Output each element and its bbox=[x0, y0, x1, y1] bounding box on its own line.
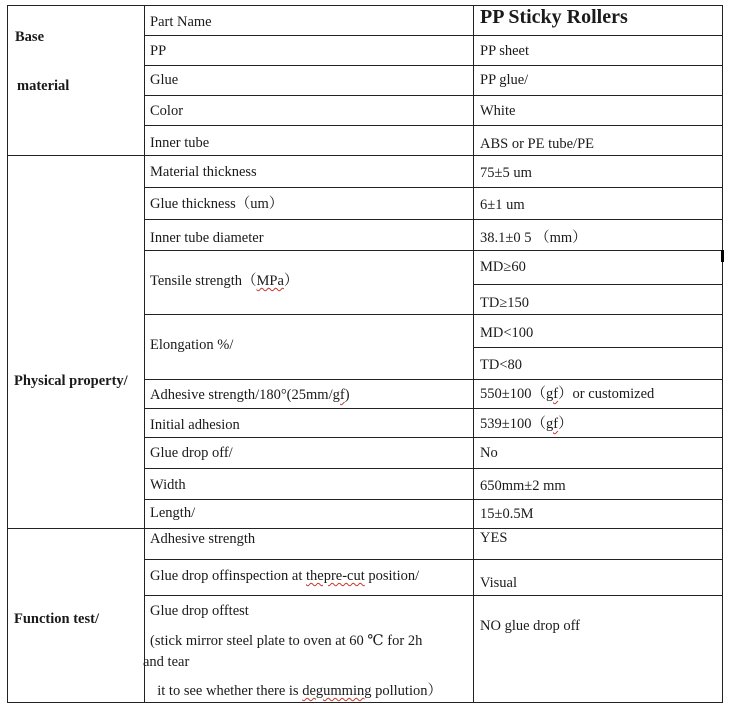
row-divider bbox=[144, 437, 723, 438]
table-bottom-border bbox=[7, 702, 723, 703]
row-divider bbox=[144, 95, 723, 96]
row-value: Visual bbox=[480, 575, 517, 591]
row-label: Width bbox=[150, 477, 186, 493]
row-label-inspection bbox=[150, 568, 419, 585]
row-value-td: TD<80 bbox=[480, 357, 523, 373]
row-value: PP sheet bbox=[480, 43, 530, 59]
row-value-initial bbox=[480, 416, 573, 433]
value-text: ）or customized bbox=[558, 386, 655, 402]
group-function: Function test/ bbox=[14, 611, 99, 627]
group-base-line2: material bbox=[17, 78, 70, 94]
row-value: No bbox=[480, 445, 498, 461]
row-divider bbox=[144, 559, 723, 560]
column-divider bbox=[144, 5, 145, 703]
subrow-divider bbox=[473, 347, 723, 348]
row-label-tensile bbox=[150, 273, 298, 290]
row-value: NO glue drop off bbox=[480, 618, 581, 634]
group-physical: Physical property/ bbox=[14, 373, 128, 389]
edge-mark bbox=[721, 250, 724, 262]
row-label-adhesive bbox=[150, 387, 350, 404]
row-label: Elongation %/ bbox=[150, 337, 234, 353]
row-divider bbox=[144, 468, 723, 469]
droptest-line3: and tear bbox=[143, 654, 190, 670]
value-text: 539±100（ bbox=[480, 416, 546, 432]
row-label: Glue bbox=[150, 72, 179, 88]
row-divider bbox=[144, 595, 723, 596]
row-divider bbox=[144, 125, 723, 126]
group-base-line1: Base bbox=[15, 29, 44, 45]
table-left-border bbox=[7, 5, 8, 703]
label-text: Glue drop offinspection at bbox=[150, 568, 306, 584]
row-label: Initial adhesion bbox=[150, 417, 240, 433]
row-divider bbox=[144, 408, 723, 409]
droptest-line2: (stick mirror steel plate to oven at 60 ℃ for 2h bbox=[150, 633, 423, 649]
label-text: ) bbox=[344, 387, 350, 403]
row-label: Length/ bbox=[150, 505, 196, 521]
column-divider bbox=[473, 5, 474, 703]
row-value: 75±5 um bbox=[480, 165, 532, 181]
row-label: Glue drop off/ bbox=[150, 445, 233, 461]
row-value: 38.1±0 5 （mm） bbox=[480, 230, 587, 246]
line-text: pollution） bbox=[371, 683, 442, 699]
row-divider bbox=[144, 35, 723, 36]
row-value-md: MD≥60 bbox=[480, 259, 526, 275]
row-divider bbox=[144, 314, 723, 315]
label-text: ） bbox=[283, 273, 299, 289]
row-divider bbox=[144, 250, 723, 251]
value-unit: gf bbox=[545, 386, 559, 402]
droptest-line1: Glue drop offtest bbox=[150, 603, 249, 619]
page-title: PP Sticky Rollers bbox=[480, 6, 628, 28]
row-label: Adhesive strength bbox=[150, 531, 256, 547]
row-label: Inner tube bbox=[150, 135, 210, 151]
row-value: 650mm±2 mm bbox=[480, 478, 566, 494]
row-label: Material thickness bbox=[150, 164, 257, 180]
label-text: position/ bbox=[364, 568, 420, 584]
subrow-divider bbox=[473, 284, 723, 285]
label-term: thepre-cut bbox=[305, 568, 365, 584]
row-label: Glue thickness（um） bbox=[150, 196, 284, 212]
row-divider bbox=[144, 219, 723, 220]
header-part-name: Part Name bbox=[150, 14, 212, 30]
row-divider bbox=[144, 187, 723, 188]
label-text: Adhesive strength/180°(25mm/ bbox=[150, 387, 333, 403]
section-divider bbox=[7, 528, 723, 529]
row-label: Color bbox=[150, 103, 184, 119]
droptest-line4 bbox=[150, 683, 442, 700]
row-divider bbox=[144, 499, 723, 500]
row-value-td: TD≥150 bbox=[480, 295, 530, 311]
section-divider bbox=[7, 155, 723, 156]
row-value-adhesive bbox=[480, 386, 654, 403]
value-text: ） bbox=[558, 416, 573, 432]
value-text: 550±100（ bbox=[480, 386, 546, 402]
row-value: ABS or PE tube/PE bbox=[480, 136, 594, 152]
row-divider bbox=[144, 379, 723, 380]
row-value: YES bbox=[480, 530, 508, 546]
row-value: 6±1 um bbox=[480, 197, 525, 213]
row-value: PP glue/ bbox=[480, 72, 529, 88]
row-value: White bbox=[480, 103, 516, 119]
label-text: Tensile strength（ bbox=[150, 273, 257, 289]
row-label: Inner tube diameter bbox=[150, 230, 264, 246]
row-label: PP bbox=[150, 43, 167, 59]
row-value: 15±0.5M bbox=[480, 506, 534, 522]
line-term: degumming bbox=[302, 683, 372, 699]
row-divider bbox=[144, 65, 723, 66]
label-unit: gf bbox=[332, 387, 345, 403]
row-value-md: MD<100 bbox=[480, 325, 534, 341]
line-text: it to see whether there is bbox=[150, 683, 303, 699]
label-unit: MPa bbox=[256, 273, 284, 289]
table-right-border bbox=[722, 5, 723, 703]
value-unit: gf bbox=[545, 416, 559, 432]
